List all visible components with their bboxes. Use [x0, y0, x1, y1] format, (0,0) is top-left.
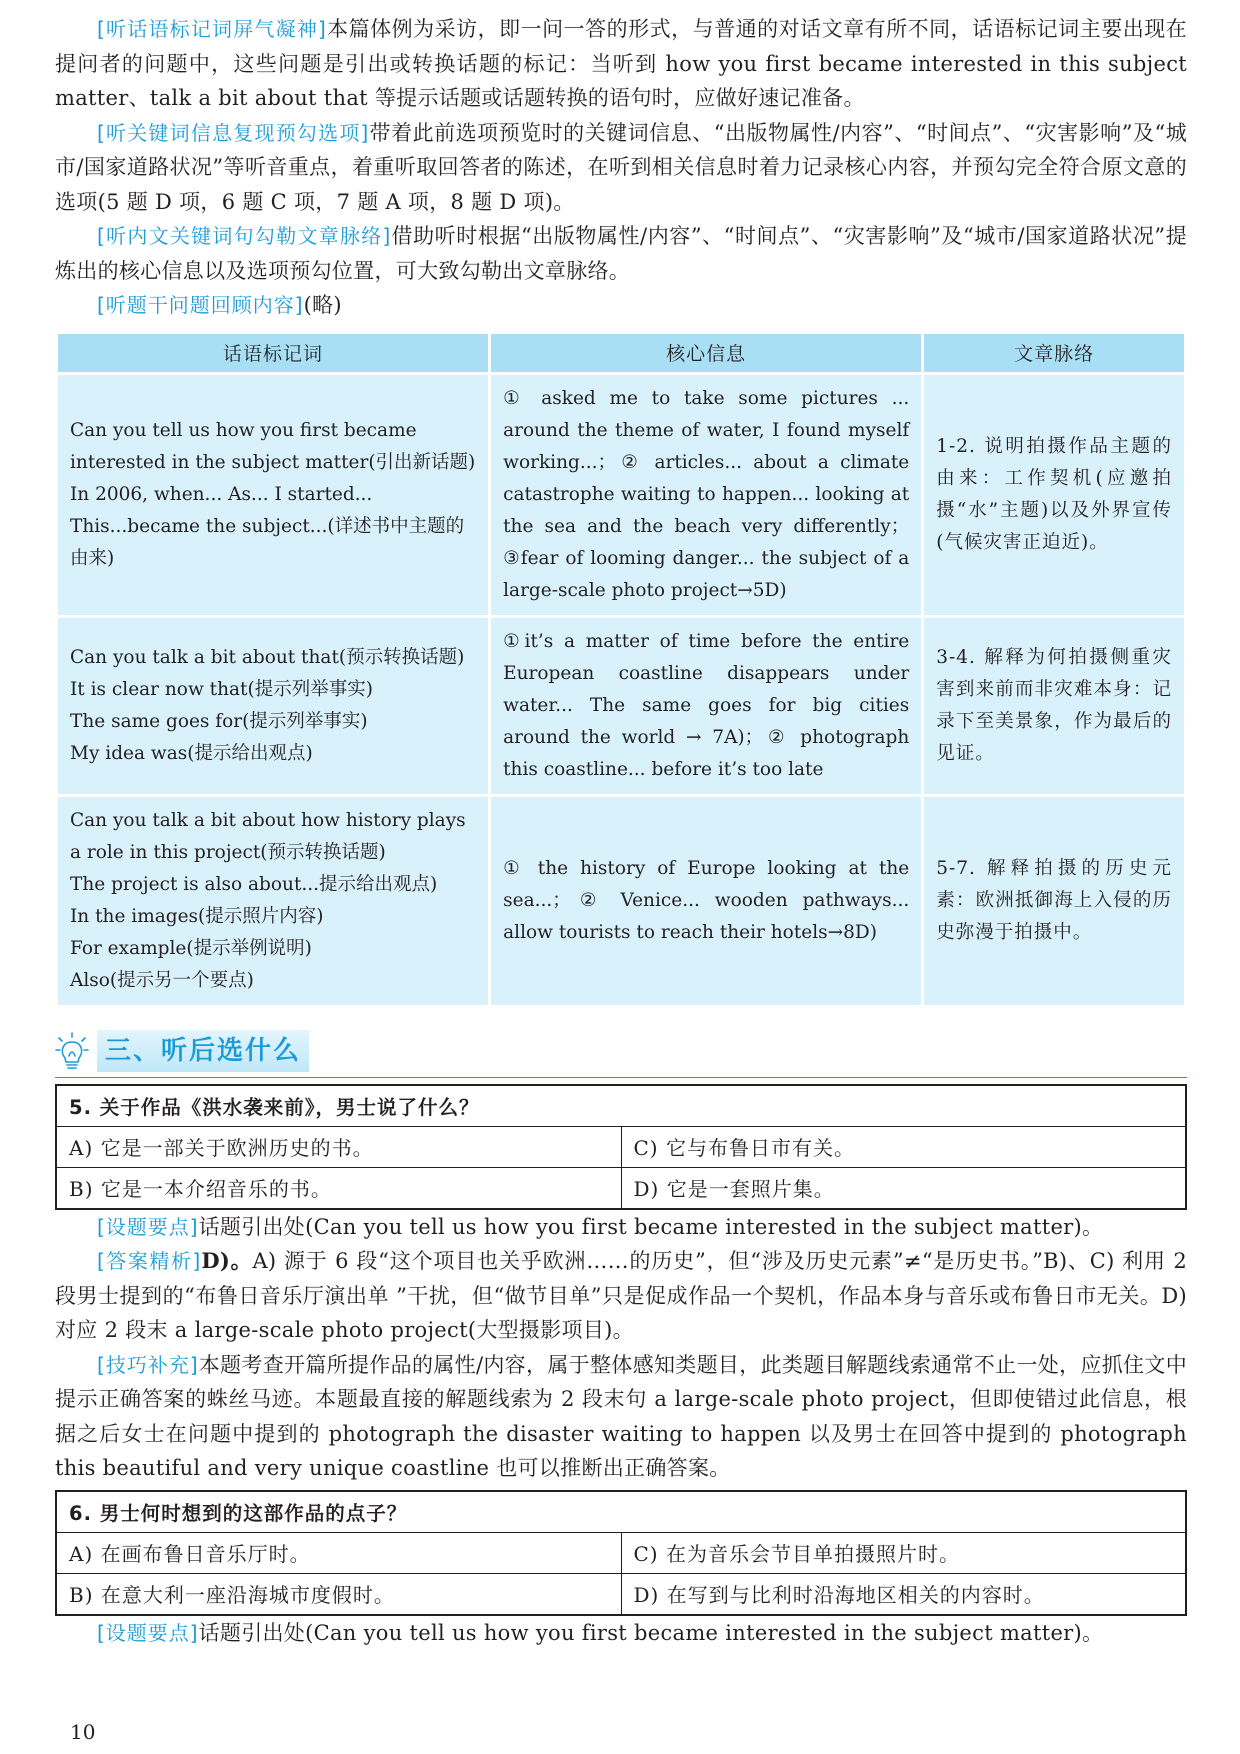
- table-row: [58, 797, 1184, 1005]
- core-info-cell: ① asked me to take some pictures ... around the theme of water, I found myself working...；② articles... about a climate catastrophe waiting to happen... looking at the sea and the beach very differently；③fear of looming danger... the subject of a large-scale photo project→5D): [491, 375, 921, 615]
- page-content: [55, 12, 1187, 1650]
- note-text: 话题引出处(Can you tell us how you first became interested in the subject matter)。: [198, 1620, 1104, 1645]
- note-paragraph: [55, 1348, 1187, 1486]
- option-a: A) 它是一部关于欧洲历史的书。: [56, 1126, 621, 1167]
- option-a: A) 在画布鲁日音乐厅时。: [56, 1532, 621, 1573]
- core-info-cell: ①it’s a matter of time before the entire European coastline disappears under water... The same goes for big cities around the world → 7A)；② photograph this coastline... before it’s too late: [491, 618, 921, 794]
- intro-paragraph: [55, 116, 1187, 220]
- section-heading: [55, 1030, 1187, 1074]
- outline-cell: 5-7. 解释拍摄的历史元素：欧洲抵御海上入侵的历史弥漫于拍摄中。: [924, 797, 1184, 1005]
- note-paragraph: [55, 1210, 1187, 1245]
- option-d: D) 在写到与比利时沿海地区相关的内容时。: [621, 1573, 1186, 1615]
- note-text: A) 源于 6 段“这个项目也关乎欧洲……的历史”，但“涉及历史元素”≠“是历史书。”B)、C) 利用 2 段男士提到的“布鲁日音乐厅演出单 ”干扰，但“做节目单”只是促成作品一个契机，作品本身与音乐或布鲁日市无关。D) 对应 2 段末 a large-scale photo project(大型摄影项目)。: [55, 1249, 1188, 1342]
- marker-line: The project is also about...提示给出观点): [70, 873, 438, 895]
- intro-tag: [听题干问题回顾内容]: [97, 293, 304, 317]
- option-d: D) 它是一套照片集。: [621, 1167, 1186, 1209]
- marker-line: Can you talk a bit about how history plays a role in this project(预示转换话题): [70, 809, 466, 863]
- table-row: [58, 618, 1184, 794]
- option-c: C) 它与布鲁日市有关。: [621, 1126, 1186, 1167]
- intro-text: 借助听时根据“出版物属性/内容”、“时间点”、“灾害影响”及“城市/国家道路状况”提炼出的核心信息以及选项预勾位置，可大致勾勒出文章脉络。: [55, 224, 1187, 283]
- intro-text: 带着此前选项预览时的关键词信息、“出版物属性/内容”、“时间点”、“灾害影响”及“城市/国家道路状况”等听音重点，着重听取回答者的陈述，在听到相关信息时着力记录核心内容，并预勾完全符合原文意的选项(5 题 D 项，6 题 C 项，7 题 A 项，8 题 D 项)。: [55, 120, 1187, 214]
- marker-line: In the images(提示照片内容): [70, 905, 324, 927]
- note-tag: [设题要点]: [97, 1214, 199, 1239]
- outline-cell: 3-4. 解释为何拍摄侧重灾害到来前而非灾难本身：记录下至美景象，作为最后的见证。: [924, 618, 1184, 794]
- intro-paragraph: [55, 12, 1187, 116]
- marker-line: My idea was(提示给出观点): [70, 742, 313, 764]
- question-6-stem: 6. 男士何时想到的这部作品的点子？: [56, 1491, 1186, 1533]
- note-tag: [答案精析]: [97, 1249, 202, 1273]
- question-6-table: [55, 1490, 1187, 1616]
- intro-tag: [听话语标记词屏气凝神]: [97, 17, 327, 41]
- intro-tag: [听关键词信息复现预勾选项]: [97, 120, 370, 145]
- marker-line: For example(提示举例说明): [70, 937, 312, 959]
- markers-cell: [58, 375, 488, 615]
- note-paragraph: [55, 1244, 1187, 1348]
- marker-line: Also(提示另一个要点): [70, 969, 254, 991]
- question-5-stem: 5. 关于作品《洪水袭来前》，男士说了什么？: [56, 1085, 1186, 1127]
- intro-text: 本篇体例为采访，即一问一答的形式，与普通的对话文章有所不同，话语标记词主要出现在提问者的问题中，这些问题是引出或转换话题的标记：当听到 how you first became interested in this subject matter、talk a bit about that 等提示话题或话题转换的语句时，应做好速记准备。: [55, 17, 1188, 110]
- option-b: B) 它是一本介绍音乐的书。: [56, 1167, 621, 1209]
- note-tag: [设题要点]: [97, 1620, 199, 1645]
- marker-line: Can you talk a bit about that(预示转换话题): [70, 646, 465, 668]
- option-c: C) 在为音乐会节目单拍摄照片时。: [621, 1532, 1186, 1573]
- intro-text: (略): [303, 293, 342, 317]
- core-info-cell: ① the history of Europe looking at the sea...；② Venice... wooden pathways... allow tourists to reach their hotels→8D): [491, 797, 921, 1005]
- note-paragraph: [55, 1616, 1187, 1651]
- table-row: [58, 375, 1184, 615]
- section-divider: [55, 1077, 1187, 1078]
- table-header: 核心信息: [491, 334, 921, 372]
- markers-cell: [58, 797, 488, 1005]
- lightbulb-icon: [55, 1032, 89, 1072]
- intro-tag: [听内文关键词句勾勒文章脉络]: [97, 224, 392, 248]
- intro-paragraph: [55, 288, 1187, 323]
- page-number: 10: [70, 1720, 96, 1744]
- analysis-table: [55, 331, 1187, 1008]
- outline-cell: 1-2. 说明拍摄作品主题的由来：工作契机(应邀拍摄“水”主题)以及外界宣传(气候灾害正迫近)。: [924, 375, 1184, 615]
- option-b: B) 在意大利一座沿海城市度假时。: [56, 1573, 621, 1615]
- note-tag: [技巧补充]: [97, 1352, 199, 1377]
- intro-paragraph: [55, 219, 1187, 288]
- marker-line: The same goes for(提示列举事实): [70, 710, 368, 732]
- marker-line: In 2006, when... As... I started... This...became the subject...(详述书中主题的由来): [70, 483, 465, 569]
- section-title: 三、听后选什么: [97, 1030, 309, 1072]
- question-5-table: [55, 1084, 1187, 1210]
- answer-letter: D)。: [201, 1248, 253, 1273]
- marker-line: Can you tell us how you first became interested in the subject matter(引出新话题): [70, 419, 476, 473]
- note-text: 话题引出处(Can you tell us how you first became interested in the subject matter)。: [198, 1214, 1104, 1239]
- note-text: 本题考查开篇所提作品的属性/内容，属于整体感知类题目，此类题目解题线索通常不止一处，应抓住文中提示正确答案的蛛丝马迹。本题最直接的解题线索为 2 段末句 a large-scale photo project，但即使错过此信息，根据之后女士在问题中提到的 photograph the disaster waiting to happen 以及男士在回答中提到的 photograph this beautiful and very unique coastline 也可以推断出正确答案。: [55, 1352, 1188, 1480]
- markers-cell: [58, 618, 488, 794]
- table-header-row: [58, 334, 1184, 372]
- table-header: 话语标记词: [58, 334, 488, 372]
- table-header: 文章脉络: [924, 334, 1184, 372]
- marker-line: It is clear now that(提示列举事实): [70, 678, 373, 700]
